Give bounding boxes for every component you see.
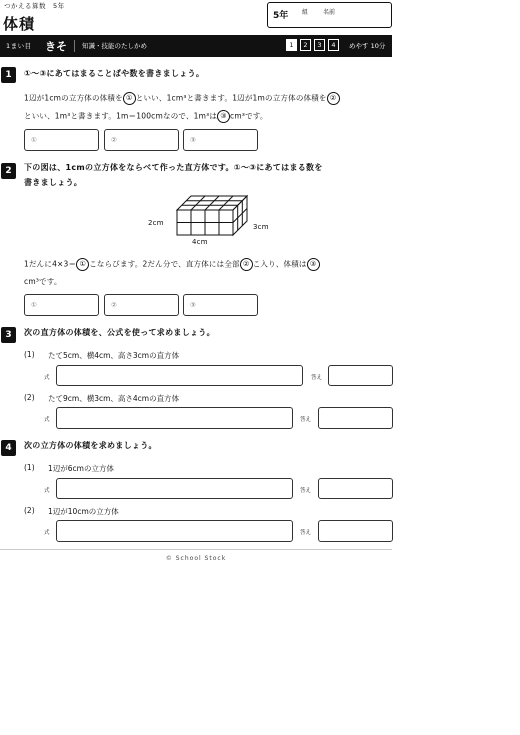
q1-answer-box-3[interactable] (183, 129, 258, 151)
info-band (0, 35, 392, 57)
dimension-height-label: 2cm (148, 219, 164, 227)
answer-box-label: ① (31, 301, 37, 309)
blank-marker-1: ① (123, 92, 136, 105)
q3-item-2-label: (2) (24, 393, 35, 402)
q1-text-part: といい、1m³と書きます。1m＝100cmなので、1m³は (24, 111, 218, 121)
dimension-width-label: 4cm (192, 238, 208, 246)
q2-text-part: こならびます。2だん分で、直方体には全部 (89, 259, 240, 269)
formula-label: 式 (44, 530, 50, 536)
question-3-text: 次の直方体の体積を、公式を使って求めましょう。 (24, 328, 215, 337)
q3-item-1-label: (1) (24, 350, 35, 359)
q3-item-1-text: たて5cm、横4cm、高さ3cmの直方体 (48, 351, 180, 360)
time-guide: めやす 10分 (349, 42, 386, 50)
q1-answer-box-1[interactable] (24, 129, 99, 151)
grade-label: 5年 (273, 11, 289, 21)
formula-label: 式 (44, 375, 50, 381)
question-2-text-line2: 書きましょう。 (24, 178, 83, 187)
formula-label: 式 (44, 488, 50, 494)
q3-1-formula-box[interactable] (56, 365, 303, 386)
q1-text-part: といい、1cm³と書きます。1辺が1mの立方体の体積を (135, 93, 327, 103)
band-divider (74, 40, 75, 52)
name-label: 名前 (323, 9, 336, 16)
series-label: つかえる算数 5年 (4, 2, 65, 10)
q2-text-part: 1だんに4×3＝ (24, 259, 77, 269)
q3-1-answer-box[interactable] (328, 365, 393, 386)
answer-box-label: ③ (190, 301, 196, 309)
q4-item-1-text: 1辺が6cmの立方体 (48, 464, 114, 473)
question-4-text: 次の立方体の体積を求めましょう。 (24, 441, 157, 450)
q3-2-formula-box[interactable] (56, 407, 293, 429)
blank-marker-2: ② (327, 92, 340, 105)
topic-label: 知識・技能のたしかめ (82, 42, 147, 50)
page-tab-4[interactable]: 4 (328, 39, 339, 51)
q4-2-formula-box[interactable] (56, 520, 293, 542)
page-tab-3[interactable]: 3 (314, 39, 325, 51)
q4-item-1-label: (1) (24, 463, 35, 472)
q3-2-answer-box[interactable] (318, 407, 393, 429)
q1-sentence-line2 (24, 110, 268, 123)
q4-1-formula-box[interactable] (56, 478, 293, 499)
question-number-2: 2 (1, 163, 16, 179)
q2-sentence-line2: cm³です。 (24, 277, 62, 286)
cuboid-figure (176, 194, 248, 238)
answer-label: 答え (300, 530, 312, 536)
page-label: 1まい目 (6, 42, 32, 50)
answer-label: 答え (300, 488, 312, 494)
answer-box-label: ② (111, 136, 117, 144)
footer-copyright: © School Stock (165, 555, 227, 562)
footer-divider (0, 549, 392, 550)
q1-sentence-line1 (24, 92, 340, 105)
page-tab-1[interactable]: 1 (286, 39, 297, 51)
question-number-4: 4 (1, 440, 16, 456)
q4-2-answer-box[interactable] (318, 520, 393, 542)
q2-answer-box-1[interactable] (24, 294, 99, 316)
name-box (267, 2, 392, 28)
answer-box-label: ② (111, 301, 117, 309)
page-tab-2[interactable]: 2 (300, 39, 311, 51)
answer-box-label: ③ (190, 136, 196, 144)
q2-text-part: こ入り、体積は (252, 259, 307, 269)
q2-answer-box-3[interactable] (183, 294, 258, 316)
q1-text-part: cm³です。 (230, 111, 268, 121)
level-label: きそ (45, 40, 67, 53)
question-2-text-line1: 下の図は、1cmの立方体をならべて作った直方体です。①〜③にあてはまる数を (24, 163, 323, 172)
q4-1-answer-box[interactable] (318, 478, 393, 499)
q4-item-2-label: (2) (24, 506, 35, 515)
question-1-text: ①〜③にあてはまることばや数を書きましょう。 (24, 69, 205, 78)
blank-marker-3: ③ (217, 110, 230, 123)
answer-box-label: ① (31, 136, 37, 144)
q1-text-part: 1辺が1cmの立方体の体積を (24, 93, 123, 103)
q4-item-2-text: 1辺が10cmの立方体 (48, 507, 119, 516)
question-number-3: 3 (1, 327, 16, 343)
blank-marker-3: ③ (307, 258, 320, 271)
question-number-1: 1 (1, 67, 16, 83)
blank-marker-2: ② (240, 258, 253, 271)
formula-label: 式 (44, 417, 50, 423)
answer-label: 答え (311, 375, 323, 381)
q2-answer-box-2[interactable] (104, 294, 179, 316)
answer-label: 答え (300, 417, 312, 423)
page-title: 体積 (3, 15, 36, 33)
dimension-depth-label: 3cm (253, 223, 269, 231)
q2-sentence-line1 (24, 258, 320, 271)
q3-item-2-text: たて9cm、横3cm、高さ4cmの直方体 (48, 394, 180, 403)
q1-answer-box-2[interactable] (104, 129, 179, 151)
class-label: 組 (302, 9, 309, 16)
blank-marker-1: ① (76, 258, 89, 271)
